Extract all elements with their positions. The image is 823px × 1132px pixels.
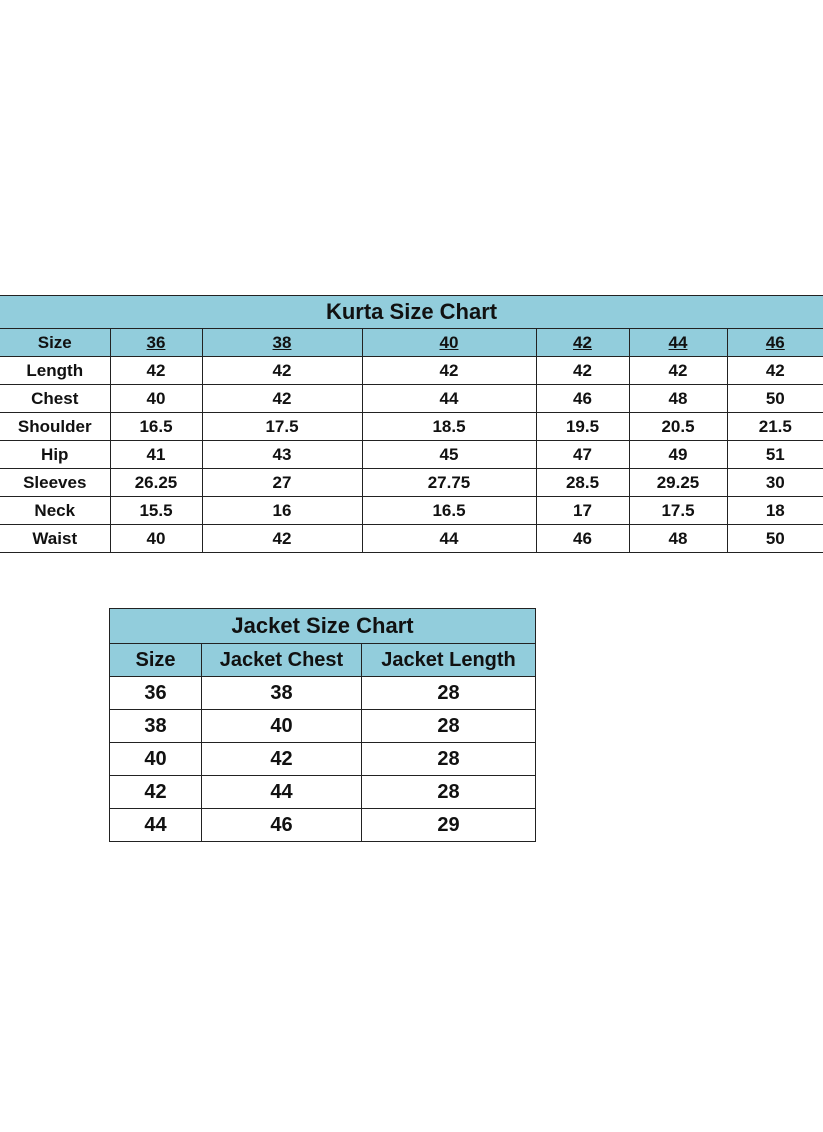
table-cell: 27.75 [362, 469, 536, 497]
table-cell: 47 [536, 441, 629, 469]
table-cell: 38 [110, 710, 202, 743]
table-cell: 28 [362, 743, 536, 776]
table-cell: 17.5 [202, 413, 362, 441]
table-cell: 28 [362, 677, 536, 710]
table-cell: 42 [202, 525, 362, 553]
table-cell: 40 [110, 385, 202, 413]
jacket-title-row [110, 609, 536, 644]
table-cell: 42 [202, 385, 362, 413]
kurta-header-40: 40 [362, 329, 536, 357]
jacket-header-row [110, 644, 536, 677]
kurta-header-row [0, 329, 823, 357]
table-cell: 44 [110, 809, 202, 842]
table-cell: 26.25 [110, 469, 202, 497]
table-cell: 30 [727, 469, 823, 497]
table-cell: 42 [202, 357, 362, 385]
kurta-row-chest [0, 385, 823, 413]
table-cell: 42 [110, 357, 202, 385]
table-cell: 40 [110, 743, 202, 776]
table-cell: 16 [202, 497, 362, 525]
row-label: Neck [0, 497, 110, 525]
kurta-header-44: 44 [629, 329, 727, 357]
jacket-header-chest: Jacket Chest [202, 644, 362, 677]
kurta-row-hip [0, 441, 823, 469]
jacket-row [110, 809, 536, 842]
table-cell: 19.5 [536, 413, 629, 441]
kurta-row-sleeves [0, 469, 823, 497]
table-cell: 17.5 [629, 497, 727, 525]
table-cell: 16.5 [362, 497, 536, 525]
table-cell: 44 [202, 776, 362, 809]
table-cell: 29 [362, 809, 536, 842]
table-cell: 28.5 [536, 469, 629, 497]
row-label: Waist [0, 525, 110, 553]
kurta-header-size: Size [0, 329, 110, 357]
row-label: Shoulder [0, 413, 110, 441]
table-cell: 46 [536, 525, 629, 553]
table-cell: 51 [727, 441, 823, 469]
kurta-header-36: 36 [110, 329, 202, 357]
jacket-size-chart-table [109, 608, 536, 842]
row-label: Hip [0, 441, 110, 469]
table-cell: 45 [362, 441, 536, 469]
table-cell: 27 [202, 469, 362, 497]
jacket-header-length: Jacket Length [362, 644, 536, 677]
table-cell: 21.5 [727, 413, 823, 441]
table-cell: 50 [727, 525, 823, 553]
kurta-table-title: Kurta Size Chart [0, 296, 823, 329]
table-cell: 49 [629, 441, 727, 469]
table-cell: 17 [536, 497, 629, 525]
kurta-row-shoulder [0, 413, 823, 441]
jacket-table-title: Jacket Size Chart [110, 609, 536, 644]
table-cell: 44 [362, 525, 536, 553]
table-cell: 48 [629, 525, 727, 553]
table-cell: 18.5 [362, 413, 536, 441]
table-cell: 15.5 [110, 497, 202, 525]
table-cell: 42 [629, 357, 727, 385]
kurta-header-46: 46 [727, 329, 823, 357]
table-cell: 40 [110, 525, 202, 553]
table-cell: 16.5 [110, 413, 202, 441]
table-cell: 42 [110, 776, 202, 809]
kurta-header-42: 42 [536, 329, 629, 357]
jacket-row [110, 776, 536, 809]
table-cell: 36 [110, 677, 202, 710]
row-label: Sleeves [0, 469, 110, 497]
jacket-row [110, 743, 536, 776]
table-cell: 28 [362, 710, 536, 743]
kurta-header-38: 38 [202, 329, 362, 357]
table-cell: 50 [727, 385, 823, 413]
row-label: Length [0, 357, 110, 385]
table-cell: 18 [727, 497, 823, 525]
row-label: Chest [0, 385, 110, 413]
table-cell: 46 [536, 385, 629, 413]
table-cell: 41 [110, 441, 202, 469]
table-cell: 42 [202, 743, 362, 776]
table-cell: 42 [362, 357, 536, 385]
kurta-size-chart-table [0, 295, 823, 553]
kurta-row-length [0, 357, 823, 385]
kurta-row-waist [0, 525, 823, 553]
jacket-header-size: Size [110, 644, 202, 677]
table-cell: 43 [202, 441, 362, 469]
kurta-row-neck [0, 497, 823, 525]
table-cell: 29.25 [629, 469, 727, 497]
table-cell: 20.5 [629, 413, 727, 441]
table-cell: 38 [202, 677, 362, 710]
table-cell: 28 [362, 776, 536, 809]
table-cell: 42 [536, 357, 629, 385]
table-cell: 48 [629, 385, 727, 413]
kurta-title-row [0, 296, 823, 329]
table-cell: 42 [727, 357, 823, 385]
jacket-row [110, 710, 536, 743]
jacket-row [110, 677, 536, 710]
table-cell: 46 [202, 809, 362, 842]
table-cell: 44 [362, 385, 536, 413]
table-cell: 40 [202, 710, 362, 743]
